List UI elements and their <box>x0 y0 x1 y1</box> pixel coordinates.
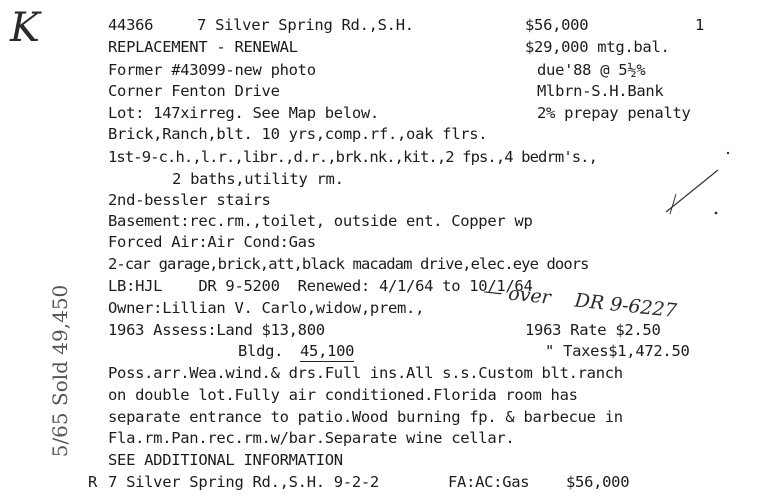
body-line: Owner:Lillian V. Carlo,widow,prem., <box>108 299 425 317</box>
taxes: " Taxes$1,472.50 <box>545 342 690 360</box>
body-line: 2-car garage,brick,att,black macadam drive,elec.eye doors <box>108 255 589 273</box>
body-line: Basement:rec.rm.,toilet, outside ent. Copper wp <box>108 212 533 230</box>
index-letter: K <box>10 5 40 51</box>
body-line: Brick,Ranch,blt. 10 yrs,comp.rf.,oak flrs. <box>108 125 488 143</box>
body-line: 2nd-bessler stairs <box>108 191 271 209</box>
header-price: $56,000 <box>525 16 589 34</box>
remarks-line: Poss.arr.Wea.wind.& drs.Full ins.All s.s.Custom blt.ranch <box>108 364 623 382</box>
page-number: 1 <box>695 16 705 34</box>
handwritten-phone: — over DR 9-6227 <box>482 279 678 323</box>
right-line: due'88 @ 5½% <box>537 61 646 79</box>
right-line: $29,000 mtg.bal. <box>525 38 670 56</box>
tax-rate: 1963 Rate $2.50 <box>525 321 661 339</box>
remarks-line: SEE ADDITIONAL INFORMATION <box>108 451 343 469</box>
assess-bldg-value: 45,100 <box>300 342 355 360</box>
margin-sale-note: 5/65 Sold 49,450 <box>48 284 72 458</box>
listing-number: 44366 <box>108 16 154 34</box>
left-line: REPLACEMENT - RENEWAL <box>108 38 298 56</box>
right-line: 2% prepay penalty <box>537 104 691 122</box>
remarks-line: on double lot.Fully air conditioned.Florida room has <box>108 386 578 404</box>
footer-heat: FA:AC:Gas <box>448 473 530 491</box>
left-line: Lot: 147xirreg. See Map below. <box>108 104 379 122</box>
body-line: 2 baths,utility rm. <box>172 170 344 188</box>
left-line: Former #43099-new photo <box>108 61 316 79</box>
body-line: Forced Air:Air Cond:Gas <box>108 233 316 251</box>
header-address: 7 Silver Spring Rd.,S.H. <box>197 16 414 34</box>
body-line: 1st-9-c.h.,l.r.,libr.,d.r.,brk.nk.,kit.,2 fps.,4 bedrm's., <box>108 148 598 166</box>
right-line: Mlbrn-S.H.Bank <box>537 82 664 100</box>
footer-address: 7 Silver Spring Rd.,S.H. 9-2-2 <box>108 473 379 491</box>
remarks-line: separate entrance to patio.Wood burning fp. & barbecue in <box>108 408 623 426</box>
left-line: Corner Fenton Drive <box>108 82 280 100</box>
assess-bldg-label: Bldg. <box>238 342 284 360</box>
footer-prefix: R <box>88 473 98 491</box>
body-line: LB:HJL DR 9-5200 Renewed: 4/1/64 to 10/1/64 <box>108 277 533 295</box>
remarks-line: Fla.rm.Pan.rec.rm.w/bar.Separate wine cellar. <box>108 429 515 447</box>
assess-land: 1963 Assess:Land $13,800 <box>108 321 325 339</box>
footer-price: $56,000 <box>566 473 630 491</box>
